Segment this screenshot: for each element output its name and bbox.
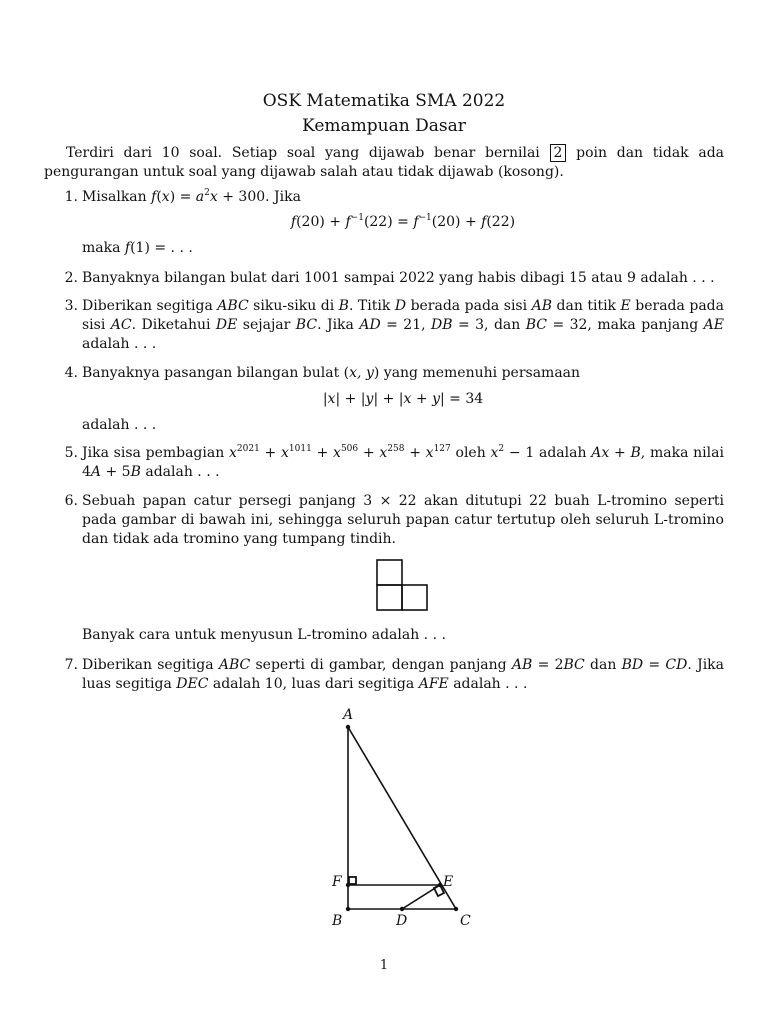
page-subtitle: Kemampuan Dasar <box>302 116 466 136</box>
problem-number: 4. <box>64 365 78 381</box>
triangle-figure <box>320 700 480 940</box>
point-b <box>346 907 350 911</box>
point-c <box>454 907 458 911</box>
problem-number: 2. <box>64 270 78 286</box>
l-tromino-figure <box>370 556 434 616</box>
problem-text: Misalkan $f(x) = a^2x + 300$. Jika <box>82 188 301 205</box>
problem-number: 7. <box>64 657 78 673</box>
tromino-cell-bottom-left <box>377 585 402 610</box>
tromino-cell-bottom-right <box>402 585 427 610</box>
page-number: 1 <box>379 958 389 973</box>
label-a: A <box>343 707 354 723</box>
point-e <box>438 883 442 887</box>
problem-text: Sebuah papan catur persegi panjang 3 × 22 akan ditutupi 22 buah L-tromino seperti pada gambar di bawah ini, sehingga seluruh papan catur tertutup oleh seluruh L-tromino dan tidak ada tromino yang tumpang tindih. <box>82 493 724 547</box>
problem-text: Jika sisa pembagian $x^{2021} + x^{1011} + x^{506} + x^{258} + x^{127}$ oleh $x^2 - 1$ adalah Ax + B, maka nilai 4A + 5B adalah . . . <box>82 444 724 480</box>
problem-number: 3. <box>64 298 78 314</box>
problem-number: 5. <box>64 445 78 461</box>
problem-number: 1. <box>64 189 78 205</box>
label-c: C <box>460 913 471 929</box>
intro-text-1: Terdiri dari 10 soal. Setiap soal yang dijawab benar bernilai <box>66 145 540 161</box>
intro-text-2: poin dan tidak ada pengurangan untuk soal yang dijawab salah atau tidak dijawab (kosong). <box>44 145 725 180</box>
problem-number: 6. <box>64 493 78 509</box>
segment-ac <box>348 727 456 909</box>
problem-text: Diberikan segitiga ABC seperti di gambar, dengan panjang AB = 2BC dan BD = CD. Jika luas segitiga DEC adalah 10, luas dari segitiga AFE adalah . . . <box>82 657 725 692</box>
label-d: D <box>396 913 408 929</box>
point-a <box>346 725 350 729</box>
problem-equation: $f(20) + f^{-1}(22) = f^{-1}(20) + f(22)$ <box>290 213 516 230</box>
problem-text: Diberikan segitiga ABC siku-siku di B. Titik D berada pada sisi AB dan titik E berada pada sisi AC. Diketahui DE sejajar BC. Jika AD = 21, DB = 3, dan BC = 32, maka panjang AE adalah . . . <box>82 298 725 352</box>
intro-paragraph <box>44 144 724 182</box>
points-box: 2 <box>550 144 567 162</box>
problem-text: Banyaknya bilangan bulat dari 1001 sampai 2022 yang habis dibagi 15 atau 9 adalah . . . <box>82 270 715 286</box>
label-b: B <box>332 913 343 929</box>
right-angle-f <box>349 877 356 884</box>
problem-text-2: adalah . . . <box>82 417 157 433</box>
page-title: OSK Matematika SMA 2022 <box>262 91 506 111</box>
problem-text: Banyaknya pasangan bilangan bulat (x, y) yang memenuhi persamaan <box>82 365 581 381</box>
point-d <box>400 907 404 911</box>
problem-equation: |x| + |y| + |x + y| = 34 <box>322 391 484 407</box>
problem-text-2: Banyak cara untuk menyusun L-tromino adalah . . . <box>82 627 446 643</box>
problem-text-2: maka f(1) = . . . <box>82 240 193 256</box>
label-f: F <box>332 874 342 890</box>
tromino-cell-top <box>377 560 402 585</box>
point-f <box>346 883 350 887</box>
label-e: E <box>443 874 454 890</box>
